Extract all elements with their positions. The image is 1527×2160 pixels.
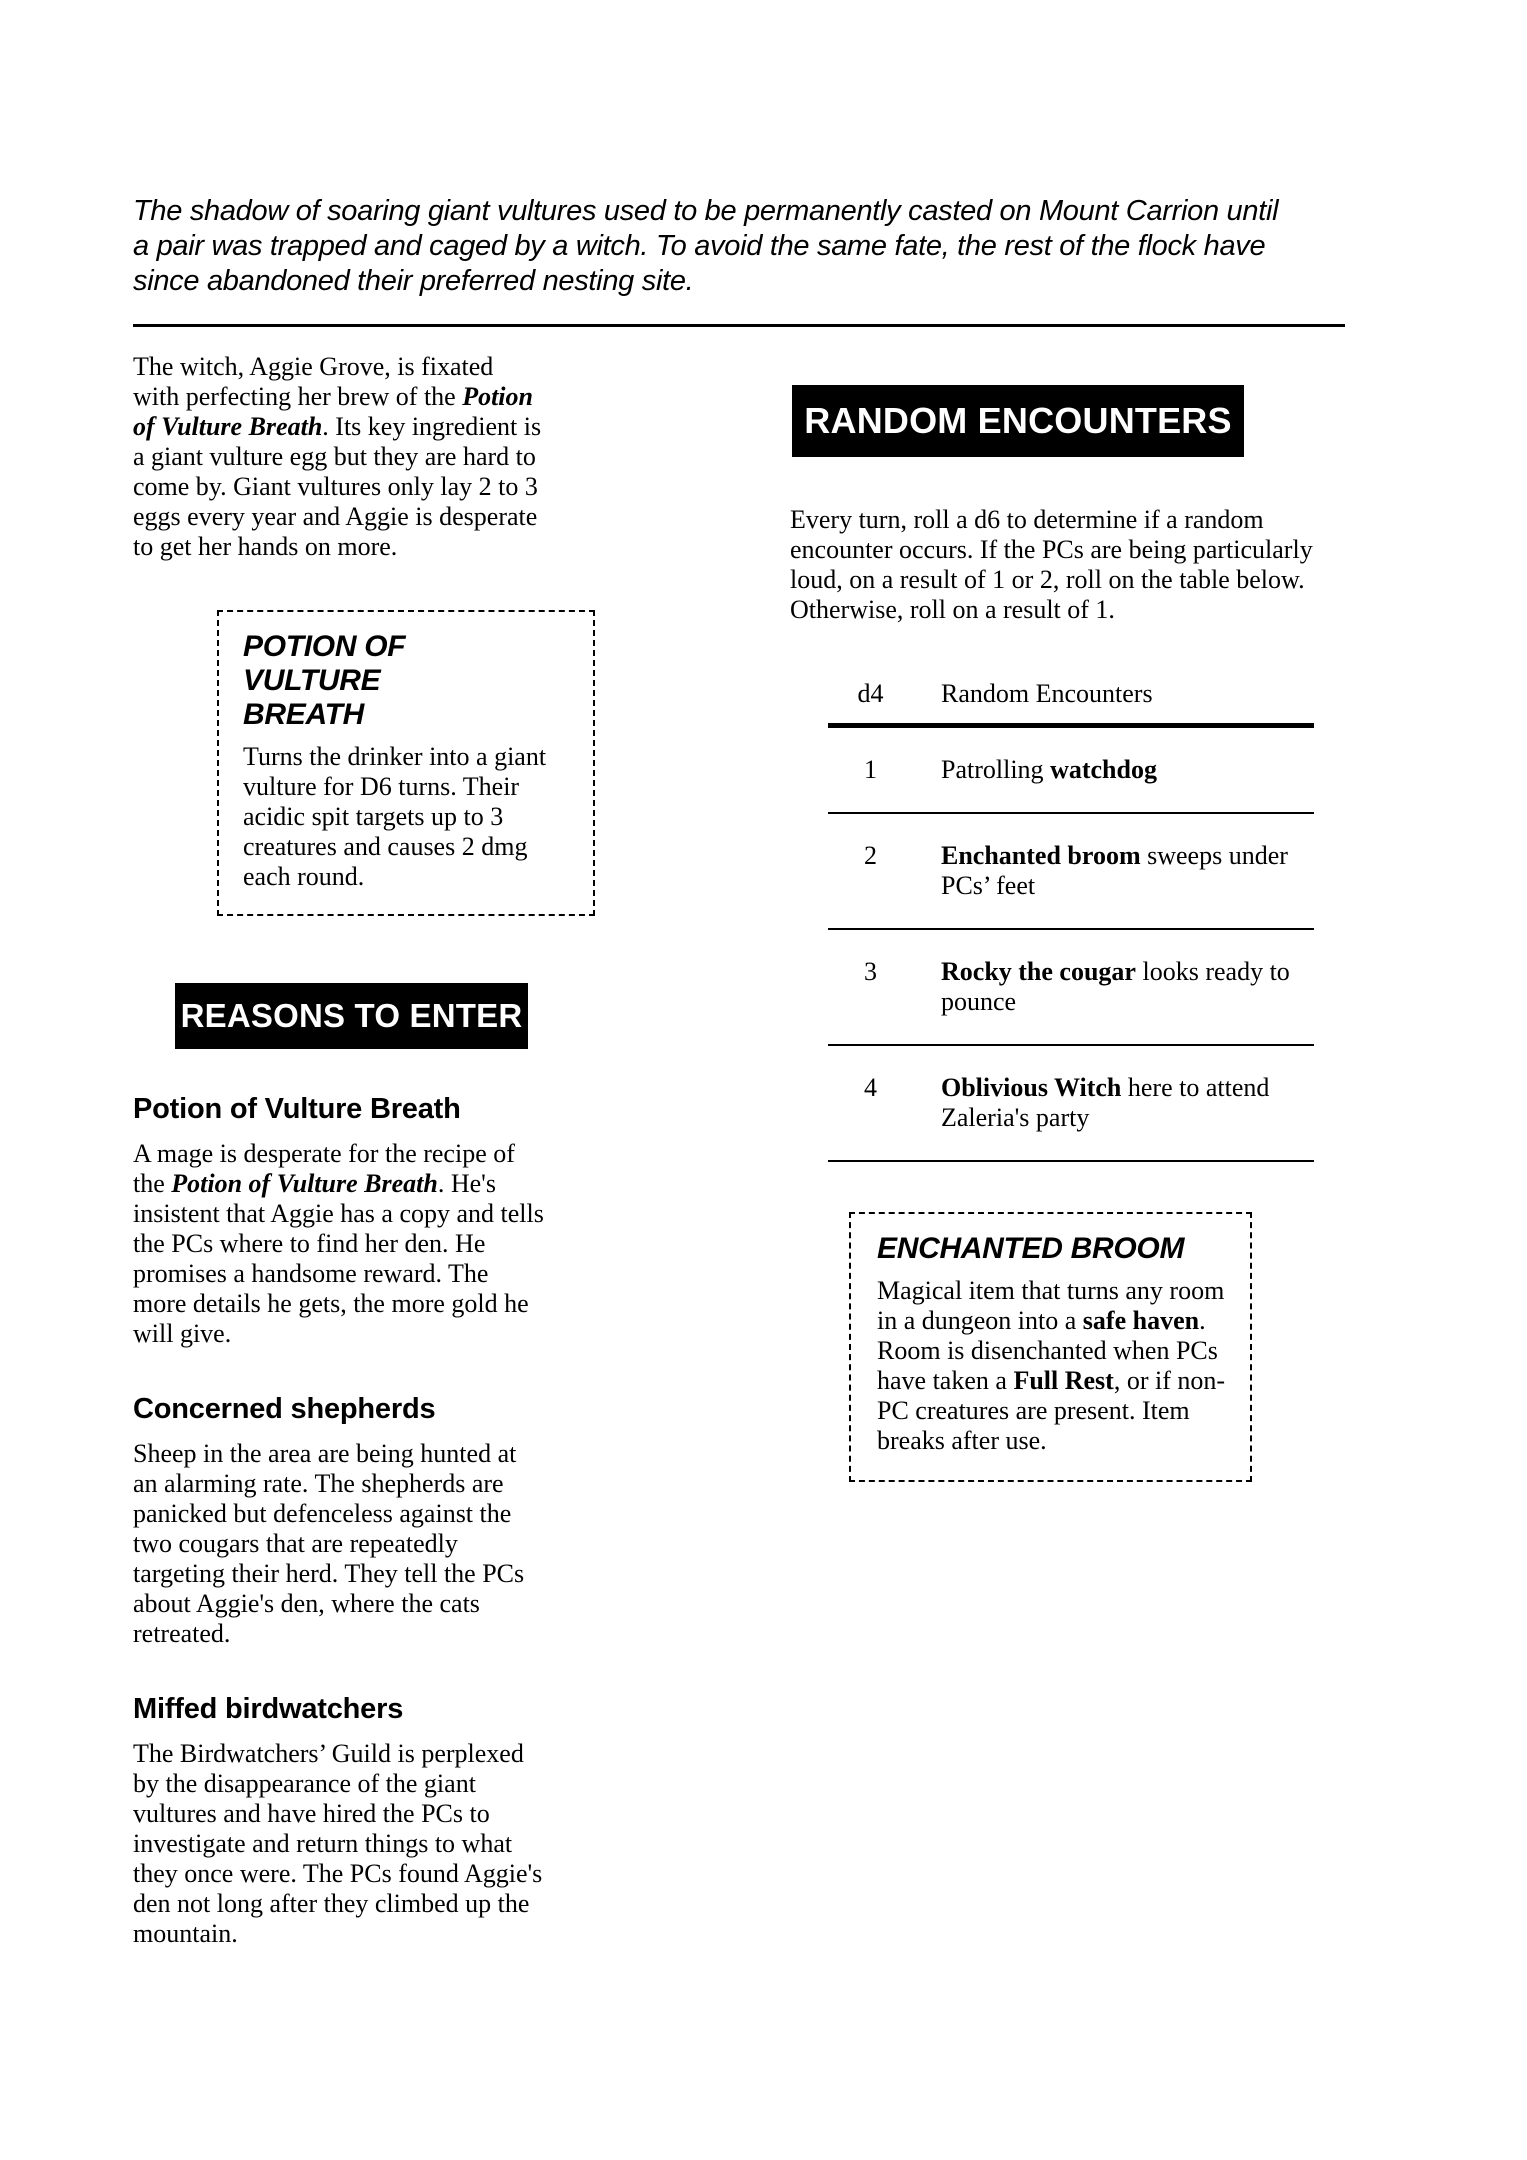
potion-box-body: Turns the drinker into a giant vulture for D6 turns. Their acidic spit targets up to 3 creatures and causes 2 dmg each round. (243, 742, 547, 891)
column-header-random-encounters: Random Encounters (913, 679, 1314, 726)
encounter-text: Rocky the cougar looks ready to pounce (913, 929, 1314, 1045)
opening-paragraph: The witch, Aggie Grove, is fixated with perfecting her brew of the Potion of Vulture Breath. Its key ingredient is a giant vulture egg but they are hard to come by. Giant vultures only lay 2 to 3 eggs every year and Aggie is desperate to get her hands on more. (133, 352, 542, 561)
broom-box-title: ENCHANTED BROOM (877, 1232, 1185, 1265)
section-body: A mage is desperate for the recipe of the Potion of Vulture Breath. He's insistent that Aggie has a copy and tells the PCs where to find her den. He promises a handsome reward. The more details he gets, the more gold he will give. (133, 1139, 544, 1348)
potion-box-title: POTION OF VULTURE BREATH (243, 630, 406, 731)
section-body: Sheep in the area are being hunted at an alarming rate. The shepherds are panicked but defenceless against the two cougars that are repeatedly targeting their herd. They tell the PCs about Aggie's den, where the cats retreated. (133, 1439, 525, 1648)
encounter-text: Oblivious Witch here to attend Zaleria's party (913, 1045, 1314, 1161)
random-encounters-intro: Every turn, roll a d6 to determine if a random encounter occurs. If the PCs are being particularly loud, on a result of 1 or 2, roll on the table below. Otherwise, roll on a result of 1. (790, 505, 1313, 624)
encounter-text: Enchanted broom sweeps under PCs’ feet (913, 813, 1314, 929)
random-encounters-header: RANDOM ENCOUNTERS (792, 385, 1244, 457)
table-header-row (828, 679, 1314, 726)
table-row (828, 813, 1314, 929)
column-header-d4: d4 (828, 679, 913, 726)
encounter-text: Patrolling watchdog (913, 726, 1314, 814)
section-miffed-birdwatchers (133, 1693, 545, 1949)
left-column (133, 352, 545, 1949)
right-column (790, 352, 1346, 1482)
roll-value: 2 (828, 813, 913, 929)
roll-value: 3 (828, 929, 913, 1045)
table-row (828, 726, 1314, 814)
section-heading: Miffed birdwatchers (133, 1693, 404, 1725)
random-encounters-table (828, 679, 1314, 1162)
table-row (828, 929, 1314, 1045)
roll-value: 4 (828, 1045, 913, 1161)
section-body: The Birdwatchers’ Guild is perplexed by the disappearance of the giant vultures and have hired the PCs to investigate and return things to what they once were. The PCs found Aggie's den not long after they climbed up the mountain. (133, 1739, 543, 1948)
potion-of-vulture-breath-box (217, 610, 595, 916)
table-row (828, 1045, 1314, 1161)
intro-divider (133, 324, 1345, 327)
section-heading: Concerned shepherds (133, 1393, 436, 1425)
section-heading: Potion of Vulture Breath (133, 1093, 461, 1125)
broom-box-body: Magical item that turns any room in a dungeon into a safe haven. Room is disenchanted when PCs have taken a Full Rest, or if non-PC creatures are present. Item breaks after use. (877, 1276, 1226, 1455)
reasons-to-enter-header: REASONS TO ENTER (175, 983, 528, 1049)
enchanted-broom-box (849, 1212, 1252, 1482)
intro-paragraph: The shadow of soaring giant vultures used to be permanently casted on Mount Carrion until a pair was trapped and caged by a witch. To avoid the same fate, the rest of the flock have since abandoned their preferred nesting site. (133, 195, 1279, 297)
roll-value: 1 (828, 726, 913, 814)
section-concerned-shepherds (133, 1393, 545, 1649)
section-potion-of-vulture-breath (133, 1093, 545, 1349)
